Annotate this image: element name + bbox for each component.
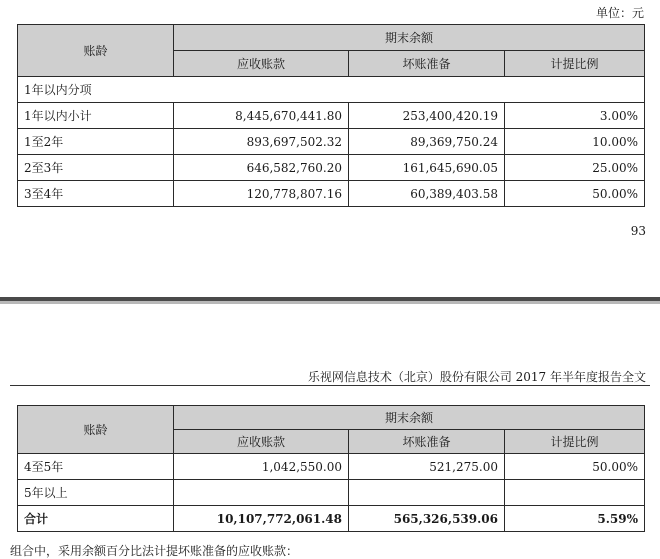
age-cell: 5年以上 <box>18 480 174 506</box>
table-row <box>18 454 645 480</box>
table-row <box>18 103 645 129</box>
table-row <box>18 480 645 506</box>
age-header: 账龄 <box>18 406 174 454</box>
title-underline <box>10 385 650 386</box>
period-end-balance-header: 期末余额 <box>174 25 645 51</box>
ratio-cell: 50.00% <box>505 181 645 207</box>
receivable-cell <box>174 480 349 506</box>
age-cell: 2至3年 <box>18 155 174 181</box>
receivable-header: 应收账款 <box>174 51 349 77</box>
ratio-cell: 3.00% <box>505 103 645 129</box>
ratio-header: 计提比例 <box>505 51 645 77</box>
age-cell: 1至2年 <box>18 129 174 155</box>
age-cell: 4至5年 <box>18 454 174 480</box>
age-cell: 1年以内小计 <box>18 103 174 129</box>
provision-cell <box>349 480 505 506</box>
ratio-cell: 50.00% <box>505 454 645 480</box>
total-provision: 565,326,539.06 <box>349 506 505 532</box>
page-break-shadow <box>0 301 660 304</box>
aging-table-1 <box>17 24 645 207</box>
ratio-cell: 25.00% <box>505 155 645 181</box>
ratio-cell: 10.00% <box>505 129 645 155</box>
page-number: 93 <box>630 224 646 238</box>
receivable-cell: 646,582,760.20 <box>174 155 349 181</box>
table-row <box>18 129 645 155</box>
provision-header: 坏账准备 <box>349 430 505 454</box>
total-label: 合计 <box>18 506 174 532</box>
provision-cell: 521,275.00 <box>349 454 505 480</box>
period-end-balance-header: 期末余额 <box>174 406 645 430</box>
total-receivable: 10,107,772,061.48 <box>174 506 349 532</box>
document-title: 乐视网信息技术（北京）股份有限公司 2017 年半年度报告全文 <box>307 370 646 384</box>
section-row: 1年以内分项 <box>18 77 645 103</box>
ratio-cell <box>505 480 645 506</box>
provision-cell: 253,400,420.19 <box>349 103 505 129</box>
aging-table-2 <box>17 405 645 532</box>
provision-header: 坏账准备 <box>349 51 505 77</box>
provision-cell: 60,389,403.58 <box>349 181 505 207</box>
age-cell: 3至4年 <box>18 181 174 207</box>
provision-cell: 161,645,690.05 <box>349 155 505 181</box>
total-row <box>18 506 645 532</box>
receivable-cell: 1,042,550.00 <box>174 454 349 480</box>
table-row <box>18 181 645 207</box>
ratio-header: 计提比例 <box>505 430 645 454</box>
provision-cell: 89,369,750.24 <box>349 129 505 155</box>
receivable-cell: 120,778,807.16 <box>174 181 349 207</box>
receivable-header: 应收账款 <box>174 430 349 454</box>
unit-label: 单位：元 <box>595 6 644 20</box>
receivable-cell: 8,445,670,441.80 <box>174 103 349 129</box>
age-header: 账龄 <box>18 25 174 77</box>
receivable-cell: 893,697,502.32 <box>174 129 349 155</box>
table-row <box>18 155 645 181</box>
total-ratio: 5.59% <box>505 506 645 532</box>
footer-caption: 组合中，采用余额百分比法计提坏账准备的应收账款： <box>10 544 299 558</box>
